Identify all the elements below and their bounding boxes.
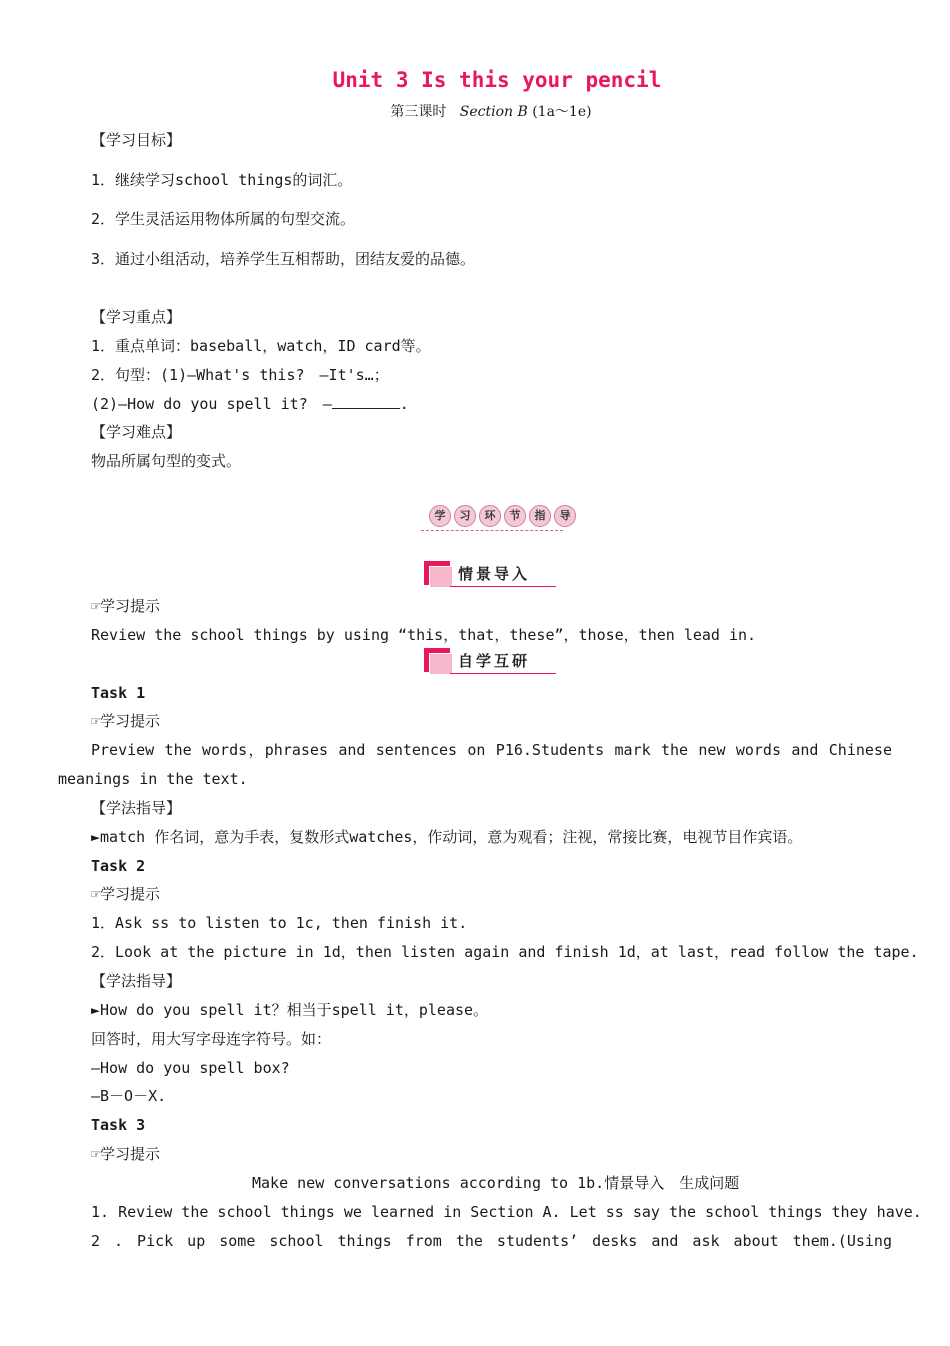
task2-step2: 2．Look at the picture in 1d，then listen again and finish 1d，at last，read follow the tape. (91, 943, 919, 961)
section-header-self-study (424, 648, 558, 676)
banner-char: 指 (529, 505, 551, 527)
task3-centered: Make new conversations according to 1b.情景导入 生成问题 (252, 1174, 740, 1192)
section-marker-inner (429, 566, 453, 588)
difficulties-heading: 【学习难点】 (91, 423, 182, 441)
task2-guide: ►How do you spell it？相当于spell it，please。 (91, 1001, 489, 1019)
lesson-label: 第三课时 (390, 104, 447, 120)
banner-char: 节 (504, 505, 526, 527)
difficulties-text: 物品所属句型的变式。 (91, 452, 242, 470)
objectives-heading: 【学习目标】 (91, 131, 182, 149)
task1-guide: ►match 作名词，意为手表，复数形式watches，作动词，意为观看；注视，常接比赛，电视节目作宾语。 (91, 828, 803, 846)
task3-step1: 1. Review the school things we learned in Section A. Let ss say the school things they have. (91, 1203, 922, 1221)
task3-step2: 2 . Pick up some school things from the students’ desks and ask about them.(Using (91, 1232, 892, 1250)
section-underline (450, 673, 556, 674)
section-header-intro (424, 561, 558, 589)
banner-char: 学 (429, 505, 451, 527)
key-points-heading: 【学习重点】 (91, 308, 182, 326)
task3-title: Task 3 (91, 1116, 146, 1134)
intro-tip: ☞学习提示 (91, 597, 161, 615)
spell-question: (2)—How do you spell it? — (91, 395, 332, 413)
intro-text: Review the school things by using “this，that，these”，those，then lead in. (91, 626, 757, 644)
task2-example-q: —How do you spell box? (91, 1059, 290, 1077)
spell-end: . (399, 395, 409, 413)
learning-guide-banner (421, 505, 571, 535)
page-title: Unit 3 Is this your pencil (332, 68, 662, 92)
task1-text-cont: meanings in the text. (58, 770, 248, 788)
banner-char: 导 (554, 505, 576, 527)
section-label: Section B (459, 104, 528, 120)
section-label-self: 自学互研 (458, 652, 531, 670)
banner-underline (421, 530, 563, 531)
banner-char: 习 (454, 505, 476, 527)
task1-title: Task 1 (91, 684, 146, 702)
task1-tip: ☞学习提示 (91, 712, 161, 730)
key-point-sentences: 2．句型：(1)—What's this? —It's…； (91, 366, 389, 384)
objective-item: 2．学生灵活运用物体所属的句型交流。 (91, 210, 356, 228)
task2-tip: ☞学习提示 (91, 885, 161, 903)
task2-example-a: —B－O－X. (91, 1087, 167, 1105)
section-underline (450, 586, 556, 587)
task2-title: Task 2 (91, 857, 146, 875)
task2-guide-heading: 【学法指导】 (91, 972, 182, 990)
answer-blank (332, 394, 400, 409)
task3-tip: ☞学习提示 (91, 1145, 161, 1163)
task1-text: Preview the words，phrases and sentences on P16.Students mark the new words and Chinese (91, 741, 892, 759)
page-subtitle (0, 101, 950, 121)
section-marker-inner (429, 653, 453, 675)
section-range: (1a～1e) (532, 104, 592, 120)
section-label-intro: 情景导入 (458, 565, 531, 583)
task1-guide-heading: 【学法指导】 (91, 799, 182, 817)
task2-note: 回答时，用大写字母连字符号。如： (91, 1030, 332, 1048)
key-point-words: 1．重点单词：baseball，watch，ID card等。 (91, 337, 431, 355)
objective-item: 1．继续学习school things的词汇。 (91, 171, 353, 189)
objective-item: 3．通过小组活动，培养学生互相帮助，团结友爱的品德。 (91, 250, 476, 268)
task2-step1: 1．Ask ss to listen to 1c, then finish it. (91, 914, 468, 932)
banner-char: 环 (479, 505, 501, 527)
key-point-spell (91, 394, 409, 414)
